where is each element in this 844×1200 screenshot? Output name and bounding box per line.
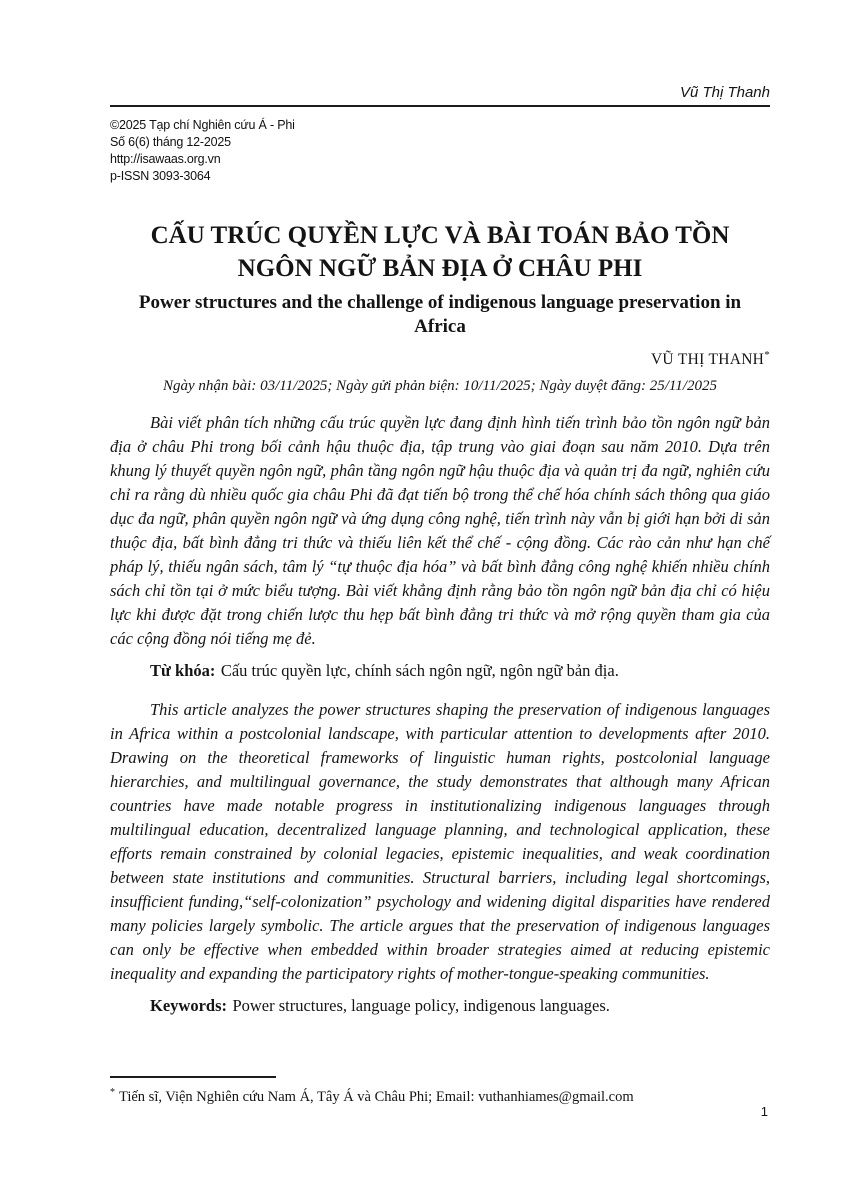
publisher-url-link[interactable]: http://isawaas.org.vn [110, 152, 221, 166]
header-rule [110, 105, 770, 107]
footnote-line [110, 1083, 770, 1107]
page-number: 1 [760, 1104, 768, 1119]
publisher-issue: Số 6(6) tháng 12-2025 [110, 135, 231, 149]
keywords-english-line [110, 994, 770, 1018]
keywords-vietnamese-text: Cấu trúc quyền lực, chính sách ngôn ngữ, ngôn ngữ bản địa. [220, 661, 619, 681]
author-line [110, 346, 770, 369]
keywords-vietnamese-label: Từ khóa: [150, 661, 216, 681]
footnote-block [110, 1076, 770, 1107]
author-footnote-mark: * [764, 349, 770, 361]
keywords-english-label: Keywords: [150, 996, 227, 1016]
keywords-english-text: Power structures, language policy, indigenous languages. [232, 996, 610, 1016]
running-head-author: Vũ Thị Thanh [679, 84, 770, 101]
publisher-copyright: ©2025 Tạp chí Nghiên cứu Á - Phi [110, 118, 295, 132]
abstract-english: This article analyzes the power structures shaping the preservation of indigenous languages in Africa within a postcolonial landscape, with particular attention to developments after 2010. Drawing on the theoretical frameworks of linguistic human rights, postcolonial language hierarchies, and multilingual governance, the study demonstrates that although many African countries have made notable progress in institutionalizing indigenous languages through multilingual education, decentralized language planning, and technological application, these efforts remain constrained by colonial legacies, epistemic inequalities, and weak coordination between state institutions and communities. Structural barriers, including legal shortcomings, insufficient funding,“self-colonization” psychology and widening digital disparities have rendered many policies largely symbolic. The article argues that the preservation of indigenous languages can only be effective when embedded within broader strategies aimed at reducing epistemic inequality and expanding the participatory rights of mother-tongue-speaking communities. [110, 700, 770, 984]
publisher-issn: p-ISSN 3093-3064 [110, 169, 211, 183]
article-title-english: Power structures and the challenge of indigenous language preservation in Africa [138, 292, 742, 337]
publisher-block [110, 117, 770, 185]
abstract-vietnamese: Bài viết phân tích những cấu trúc quyền lực đang định hình tiến trình bảo tồn ngôn ngữ bản địa ở châu Phi trong bối cảnh hậu thuộc địa, tập trung vào giai đoạn sau năm 2010. Dựa trên khung lý thuyết quyền ngôn ngữ, phân tầng ngôn ngữ hậu thuộc địa và quản trị đa ngữ, nghiên cứu chỉ ra rằng dù nhiều quốc gia châu Phi đã đạt tiến bộ trong thể chế hóa chính sách thông qua giáo dục đa ngữ, phân quyền ngôn ngữ và ứng dụng công nghệ, tiến trình này vẫn bị giới hạn bởi di sản thuộc địa, bất bình đẳng tri thức và thiếu liên kết thể chế - cộng đồng. Các rào cản như hạn chế pháp lý, thiếu ngân sách, tâm lý “tự thuộc địa hóa” và bất bình đẳng công nghệ khiến nhiều chính sách chỉ tồn tại ở mức biểu tượng. Bài viết khẳng định rằng bảo tồn ngôn ngữ bản địa chỉ có hiệu lực khi được đặt trong chiến lược thu hẹp bất bình đẳng tri thức và mở rộng quyền tham gia của các cộng đồng nói tiếng mẹ đẻ. [110, 413, 770, 649]
submission-dates: Ngày nhận bài: 03/11/2025; Ngày gửi phản biện: 10/11/2025; Ngày duyệt đăng: 25/11/2025 [163, 378, 717, 395]
footnote-rule [110, 1076, 276, 1078]
keywords-vietnamese-line [110, 659, 770, 683]
article-title-vietnamese: CẤU TRÚC QUYỀN LỰC VÀ BÀI TOÁN BẢO TỒN NGÔN NGỮ BẢN ĐỊA Ở CHÂU PHI [150, 222, 730, 282]
footnote-mark: * [110, 1087, 115, 1098]
author-name: VŨ THỊ THANH [650, 351, 765, 369]
footnote-text: Tiến sĩ, Viện Nghiên cứu Nam Á, Tây Á và Châu Phi; Email: vuthanhiames@gmail.com [119, 1088, 634, 1105]
